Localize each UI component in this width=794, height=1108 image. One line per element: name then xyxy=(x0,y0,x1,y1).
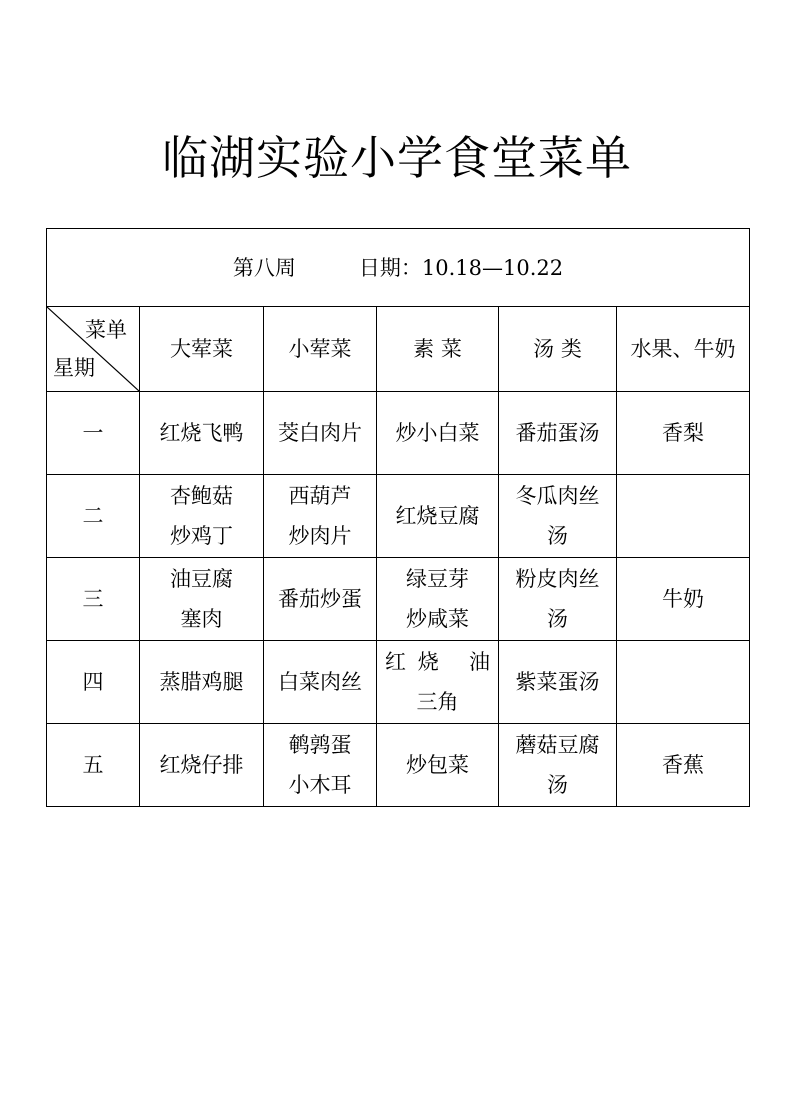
dish-line: 小木耳 xyxy=(288,773,352,797)
dish-line: 香梨 xyxy=(662,421,705,445)
day-cell: 二 xyxy=(47,475,140,558)
dish-line: 红烧豆腐 xyxy=(395,504,480,528)
dish-line: 西葫芦 xyxy=(288,484,352,508)
dish-line: 番茄蛋汤 xyxy=(515,421,600,445)
su-cell xyxy=(377,558,499,641)
xiaohun-cell xyxy=(264,724,377,807)
dish-line: 塞肉 xyxy=(180,607,223,631)
dish-line: 炒肉片 xyxy=(288,524,352,548)
dish-line: 油豆腐 xyxy=(170,567,233,591)
dish-line: 红烧飞鸭 xyxy=(159,421,244,445)
su-cell xyxy=(377,724,499,807)
dish-line: 炒小白菜 xyxy=(395,421,480,445)
day-cell: 一 xyxy=(47,392,140,475)
fruit-cell xyxy=(617,641,750,724)
tang-cell xyxy=(499,475,617,558)
su-cell xyxy=(377,392,499,475)
day-cell: 五 xyxy=(47,724,140,807)
dish-line: 炒鸡丁 xyxy=(170,524,233,548)
fruit-cell xyxy=(617,724,750,807)
xiaohun-cell xyxy=(264,558,377,641)
tang-cell xyxy=(499,724,617,807)
tang-cell xyxy=(499,392,617,475)
header-dazhun: 大荤菜 xyxy=(140,307,264,392)
day-cell: 四 xyxy=(47,641,140,724)
dazhun-cell xyxy=(140,475,264,558)
tang-cell xyxy=(499,558,617,641)
dish-line: 鹌鹑蛋 xyxy=(288,733,352,757)
dish-line: 蒸腊鸡腿 xyxy=(159,670,244,694)
dazhun-cell xyxy=(140,558,264,641)
header-xiaohun: 小荤菜 xyxy=(264,307,377,392)
xiaohun-cell xyxy=(264,641,377,724)
dish-line: 炒包菜 xyxy=(406,753,469,777)
header-su: 素 菜 xyxy=(377,307,499,392)
su-cell xyxy=(377,641,499,724)
dish-line: 汤 xyxy=(547,773,568,797)
dish-line: 茭白肉片 xyxy=(278,421,362,445)
dish-line: 炒咸菜 xyxy=(406,607,469,631)
dish-line: 香蕉 xyxy=(662,753,705,777)
dish-line: 牛奶 xyxy=(662,587,705,611)
page-title: 临湖实验小学食堂菜单 xyxy=(162,131,632,185)
week-info: 第八周 日期：10.18—10.22 xyxy=(47,229,750,307)
dish-line: 汤 xyxy=(547,607,568,631)
dish-line: 番茄炒蛋 xyxy=(278,587,362,611)
dazhun-cell xyxy=(140,724,264,807)
week-info-row xyxy=(47,229,750,307)
dish-line: 汤 xyxy=(547,524,568,548)
tang-cell xyxy=(499,641,617,724)
table-row xyxy=(47,558,750,641)
header-diagonal-cell xyxy=(47,307,140,392)
dish-line: 粉皮肉丝 xyxy=(515,567,600,591)
fruit-cell xyxy=(617,558,750,641)
table-row xyxy=(47,641,750,724)
dish-line: 白菜肉丝 xyxy=(278,670,362,694)
dazhun-cell xyxy=(140,392,264,475)
dish-line: 三角 xyxy=(416,690,459,714)
dish-line: 红烧仔排 xyxy=(159,753,244,777)
header-tang: 汤 类 xyxy=(499,307,617,392)
fruit-cell xyxy=(617,475,750,558)
dish-line: 紫菜蛋汤 xyxy=(515,670,600,694)
dish-line: 蘑菇豆腐 xyxy=(515,733,600,757)
xiaohun-cell xyxy=(264,475,377,558)
menu-table xyxy=(46,228,750,807)
dish-line: 杏鲍菇 xyxy=(170,484,233,508)
header-fruit: 水果、牛奶 xyxy=(617,307,750,392)
table-row xyxy=(47,724,750,807)
header-row xyxy=(47,307,750,392)
diag-label-weekday: 星期 xyxy=(53,356,95,380)
table-row xyxy=(47,392,750,475)
diag-label-menu: 菜单 xyxy=(85,318,127,342)
fruit-cell xyxy=(617,392,750,475)
table-row xyxy=(47,475,750,558)
day-cell: 三 xyxy=(47,558,140,641)
dazhun-cell xyxy=(140,641,264,724)
dish-line: 红烧 油 xyxy=(385,650,490,674)
xiaohun-cell xyxy=(264,392,377,475)
dish-line: 冬瓜肉丝 xyxy=(515,484,600,508)
su-cell xyxy=(377,475,499,558)
dish-line: 绿豆芽 xyxy=(406,567,469,591)
